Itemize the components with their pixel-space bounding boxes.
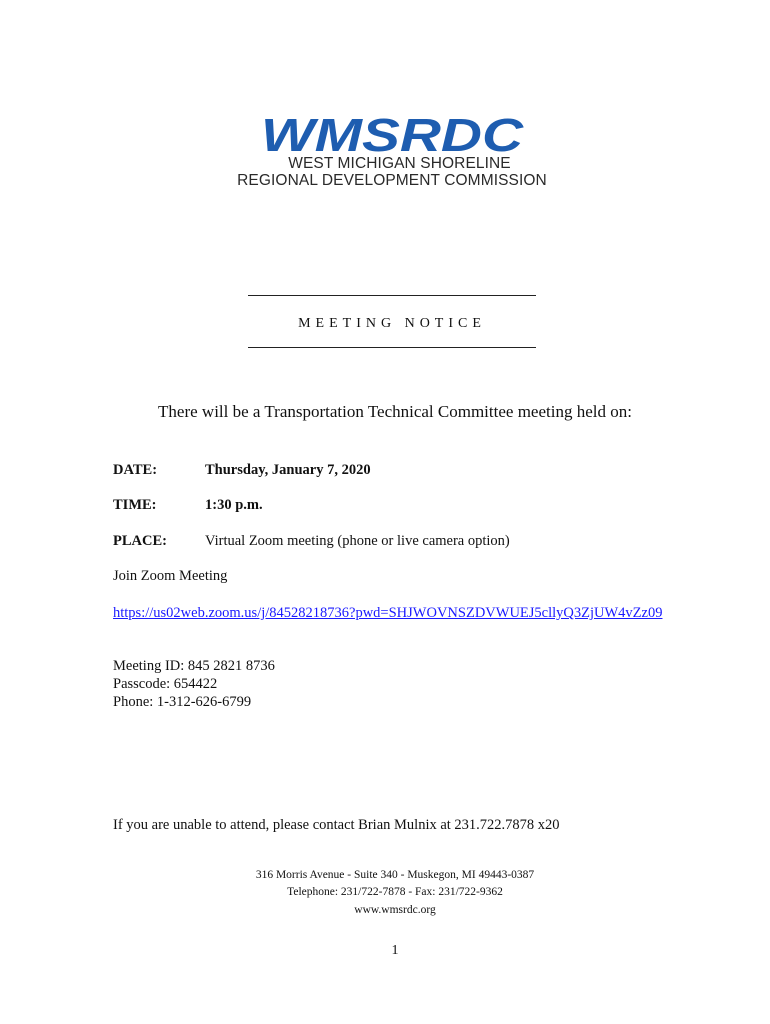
bottom-divider bbox=[248, 347, 536, 348]
intro-text: There will be a Transportation Technical Committee meeting held on: bbox=[158, 402, 632, 421]
contact-text: If you are unable to attend, please contact Brian Mulnix at 231.722.7878 x20 bbox=[113, 817, 560, 833]
time-value: 1:30 p.m. bbox=[205, 497, 263, 513]
wmsrdc-logo bbox=[232, 115, 552, 195]
footer-phone-fax: Telephone: 231/722-7878 - Fax: 231/722-9362 bbox=[287, 886, 503, 898]
time-label: TIME: bbox=[113, 497, 157, 513]
logo-line-2: REGIONAL DEVELOPMENT COMMISSION bbox=[237, 172, 547, 189]
page-number: 1 bbox=[391, 943, 399, 958]
meeting-id: Meeting ID: 845 2821 8736 bbox=[113, 658, 275, 674]
date-label: DATE: bbox=[113, 462, 158, 478]
date-value: Thursday, January 7, 2020 bbox=[205, 462, 371, 478]
footer-address: 316 Morris Avenue - Suite 340 - Muskegon, MI 49443-0387 bbox=[255, 869, 535, 881]
logo-line-1: WEST MICHIGAN SHORELINE bbox=[288, 155, 511, 172]
top-divider bbox=[248, 295, 536, 296]
notice-title: MEETING NOTICE bbox=[298, 316, 486, 331]
phone-number: Phone: 1-312-626-6799 bbox=[113, 694, 252, 710]
passcode: Passcode: 654422 bbox=[113, 676, 218, 692]
wmsrdc-wordmark bbox=[232, 115, 552, 155]
zoom-meeting-link[interactable]: https://us02web.zoom.us/j/84528218736?pwd=SHJWOVNSZDVWUEJ5cllyQ3ZjUW4vZz09 bbox=[113, 605, 663, 621]
join-zoom-text: Join Zoom Meeting bbox=[113, 568, 228, 584]
place-value: Virtual Zoom meeting (phone or live camera option) bbox=[205, 533, 510, 549]
wordmark-text: WMSRDC bbox=[261, 115, 524, 155]
footer-website: www.wmsrdc.org bbox=[354, 904, 436, 916]
place-label: PLACE: bbox=[113, 533, 167, 549]
